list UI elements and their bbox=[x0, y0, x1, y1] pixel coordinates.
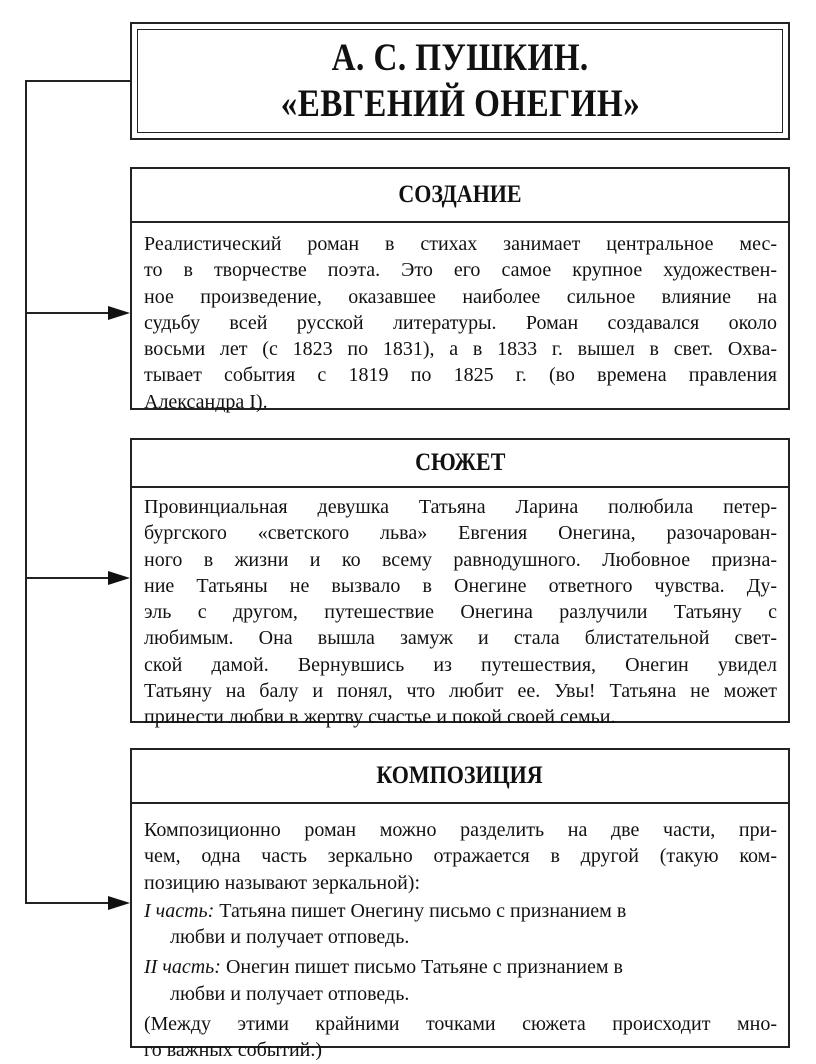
connector-line-creation bbox=[25, 312, 111, 314]
text-line: позицию называют зеркальной): bbox=[144, 871, 421, 894]
text-span: Татьяна пишет Онегину письмо с признанием в bbox=[214, 899, 627, 922]
part-one-line bbox=[144, 898, 777, 924]
section-heading: СОЗДАНИЕ bbox=[398, 181, 522, 208]
text-line: Александра I). bbox=[144, 390, 268, 413]
section-heading: СЮЖЕТ bbox=[414, 449, 506, 476]
text-line: го важных событий.) bbox=[144, 1039, 323, 1062]
text-line: принести любви в жертву счастье и покой своей семьи. bbox=[144, 706, 616, 729]
title-author: А. С. ПУШКИН. bbox=[331, 36, 589, 79]
text-line: эль с другом, путешествие Онегина разлучили Татьяну с bbox=[144, 601, 777, 624]
section-heading: КОМПОЗИЦИЯ bbox=[376, 762, 544, 789]
text-line: бургского «светского льва» Евгения Онегина, разочарован- bbox=[144, 522, 777, 545]
text-line: любви и получает отповедь. bbox=[170, 982, 410, 1005]
section-plot bbox=[130, 438, 790, 729]
section-creation bbox=[130, 167, 790, 413]
connector-line-plot bbox=[25, 577, 111, 579]
text-line: то в творчестве поэта. Это его самое крупное художествен- bbox=[144, 259, 777, 282]
text-line: ное произведение, оказавшее наиболее сильное влияние на bbox=[144, 285, 777, 308]
part-two-line bbox=[144, 954, 777, 980]
text-line: Татьяну на балу и понял, что любит ее. Увы! Татьяна не может bbox=[144, 680, 777, 703]
arrow-right-icon bbox=[108, 571, 130, 585]
text-line: (Между этими крайними точками сюжета происходит мно- bbox=[144, 1013, 777, 1036]
arrow-right-icon bbox=[108, 896, 130, 910]
text-line: Провинциальная девушка Татьяна Ларина полюбила петер- bbox=[144, 496, 777, 518]
arrow-right-icon bbox=[108, 306, 130, 320]
text-span: Онегин пишет письмо Татьяне с признанием в bbox=[220, 956, 623, 979]
text-line: тывает события с 1819 по 1825 г. (во времена правления bbox=[144, 364, 777, 387]
section-composition bbox=[130, 748, 790, 1062]
text-line: ного в жизни и ко всему равнодушного. Любовное призна- bbox=[144, 548, 777, 571]
text-line: ние Татьяны не вызвало в Онегине ответного чувства. Ду- bbox=[144, 574, 777, 597]
text-line: ской дамой. Вернувшись из путешествия, Онегин увидел bbox=[144, 653, 777, 676]
text-line: чем, одна часть зеркально отражается в другой (такую ком- bbox=[144, 845, 777, 868]
text-line: любви и получает отповедь. bbox=[170, 926, 410, 949]
text-line: Реалистический роман в стихах занимает центральное мес- bbox=[144, 233, 777, 255]
connector-vertical-line bbox=[25, 81, 27, 903]
text-line: судьбу всей русской литературы. Роман создавался около bbox=[144, 311, 777, 334]
title-work: «ЕВГЕНИЙ ОНЕГИН» bbox=[280, 82, 640, 125]
text-line: Композиционно роман можно разделить на две части, при- bbox=[144, 819, 777, 841]
text-line: восьми лет (с 1823 по 1831), а в 1833 г. вышел в свет. Охва- bbox=[144, 338, 777, 361]
part-one-label: I часть: bbox=[144, 899, 215, 922]
text-line: любимым. Она вышла замуж и стала блистательной свет- bbox=[144, 627, 777, 650]
title-box bbox=[130, 22, 790, 140]
connector-title-line bbox=[25, 80, 131, 82]
connector-line-composition bbox=[25, 902, 111, 904]
part-two-label: II часть: bbox=[144, 956, 221, 979]
